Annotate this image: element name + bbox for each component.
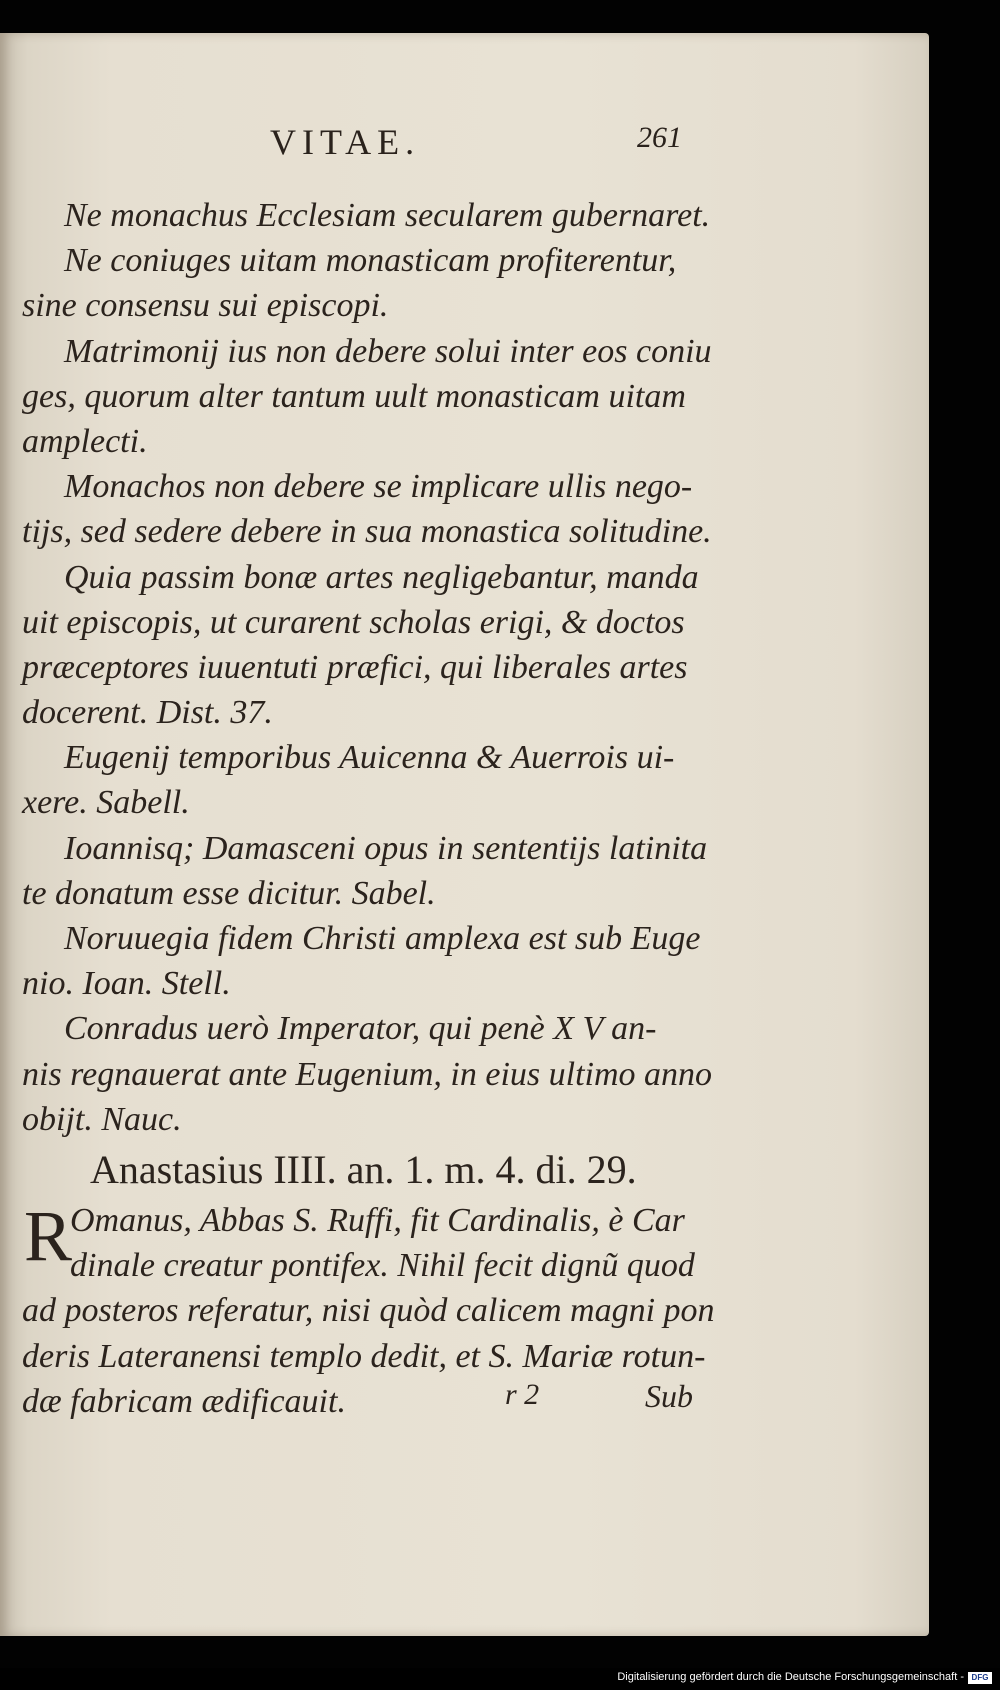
text-line: deris Lateranensi templo dedit, et S. Mariæ rotun- xyxy=(22,1337,706,1375)
running-head: VITAE. xyxy=(270,122,421,162)
text-line: dæ fabricam ædificauit. xyxy=(22,1382,346,1420)
footer-bar xyxy=(0,1668,1000,1690)
text-line: Ne monachus Ecclesiam secularem gubernaret. xyxy=(64,197,711,234)
text-line: Eugenij temporibus Auicenna & Auerrois ui- xyxy=(64,739,675,777)
text-line: amplecti. xyxy=(22,422,148,460)
text-line: Conradus uerò Imperator, qui penè X V an- xyxy=(64,1010,657,1048)
text-line: Monachos non debere se implicare ullis nego- xyxy=(64,468,693,506)
text-line: Matrimonij ius non debere solui inter eos coniu xyxy=(64,332,712,370)
page-header xyxy=(0,121,929,169)
footer-credit: Digitalisierung gefördert durch die Deutsche Forschungsgemeinschaft - xyxy=(617,1671,964,1683)
text-line: dinale creatur pontifex. Nihil fecit dignũ quod xyxy=(70,1247,695,1285)
text-line: obijt. Nauc. xyxy=(22,1100,182,1138)
text-line: uit episcopis, ut curarent scholas erigi, & doctos xyxy=(22,603,685,641)
text-line: xere. Sabell. xyxy=(22,784,190,822)
dfg-logo-icon: DFG xyxy=(968,1672,992,1684)
text-line: te donatum esse dicitur. Sabel. xyxy=(22,874,436,912)
paragraph-list xyxy=(22,193,713,1142)
section-heading: Anastasius IIII. an. 1. m. 4. di. 29. xyxy=(90,1146,637,1192)
catchword-row xyxy=(0,1378,929,1424)
text-line: docerent. Dist. 37. xyxy=(22,694,273,732)
text-line: nio. Ioan. Stell. xyxy=(22,965,231,1003)
text-line: nis regnauerat ante Eugenium, in eius ultimo anno xyxy=(22,1055,713,1093)
text-line: ad posteros referatur, nisi quòd calicem magni pon xyxy=(22,1292,715,1330)
text-line: Ioannisq; Damasceni opus in sententijs latinita xyxy=(64,829,708,867)
book-page xyxy=(0,33,929,1636)
main-text xyxy=(22,193,715,1424)
signature-mark: r 2 xyxy=(505,1378,540,1411)
text-line: Ne coniuges uitam monasticam profiterentur, xyxy=(64,242,677,280)
text-line: Omanus, Abbas S. Ruffi, fit Cardinalis, è Car xyxy=(70,1201,685,1239)
catchword: Sub xyxy=(645,1378,693,1414)
text-line: ges, quorum alter tantum uult monasticam uitam xyxy=(22,377,686,415)
dropcap-letter: R xyxy=(24,1195,73,1276)
page-number: 261 xyxy=(637,121,682,154)
text-line: Quia passim bonæ artes negligebantur, manda xyxy=(64,558,699,596)
text-line: Noruuegia fidem Christi amplexa est sub Euge xyxy=(64,920,701,957)
text-line: sine consensu sui episcopi. xyxy=(22,287,389,325)
text-line: tijs, sed sedere debere in sua monastica solitudine. xyxy=(22,513,712,551)
text-line: præceptores iuuentuti præfici, qui liberales artes xyxy=(22,648,688,686)
